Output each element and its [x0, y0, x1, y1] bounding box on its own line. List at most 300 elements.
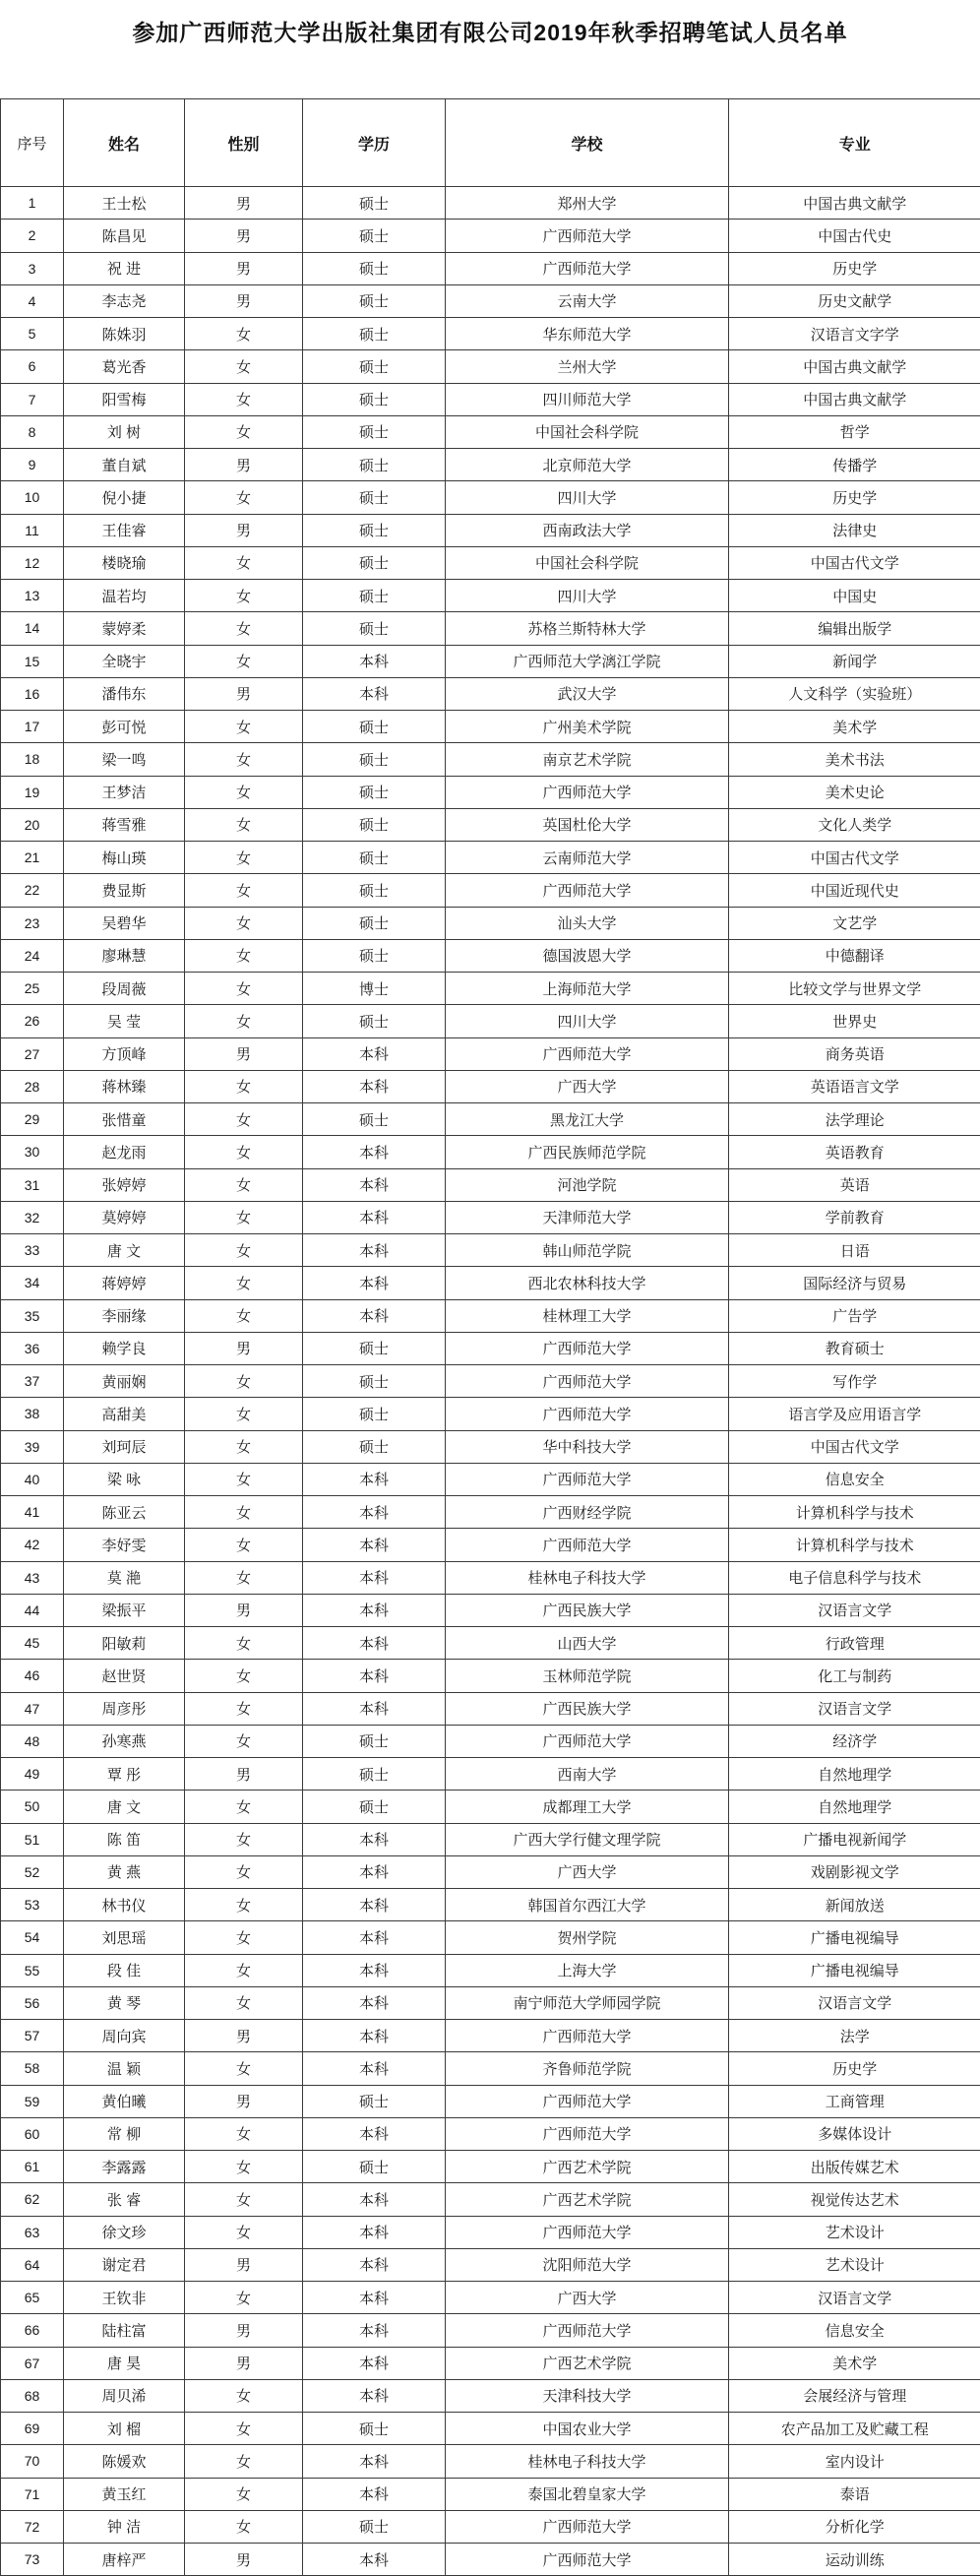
column-header-seq: 序号 [1, 99, 64, 187]
cell-degree: 硕士 [303, 514, 446, 546]
cell-gender: 男 [185, 187, 303, 220]
cell-seq: 49 [1, 1758, 64, 1791]
cell-degree: 本科 [303, 1234, 446, 1267]
cell-degree: 本科 [303, 677, 446, 710]
cell-major: 中国古代文学 [729, 1430, 980, 1463]
cell-degree: 硕士 [303, 2085, 446, 2117]
cell-school: 广西师范大学漓江学院 [446, 645, 729, 677]
cell-major: 法律史 [729, 514, 980, 546]
cell-degree: 本科 [303, 2445, 446, 2478]
cell-gender: 男 [185, 2544, 303, 2576]
cell-name: 赖学良 [64, 1332, 185, 1364]
cell-major: 视觉传达艺术 [729, 2183, 980, 2216]
cell-name: 常 柳 [64, 2117, 185, 2150]
table-row [1, 2085, 980, 2117]
cell-school: 汕头大学 [446, 907, 729, 939]
cell-school: 齐鲁师范学院 [446, 2052, 729, 2085]
cell-major: 中国古典文献学 [729, 187, 980, 220]
cell-major: 艺术设计 [729, 2248, 980, 2281]
cell-gender: 男 [185, 449, 303, 481]
cell-school: 四川大学 [446, 1005, 729, 1037]
cell-school: 德国波恩大学 [446, 939, 729, 972]
table-row [1, 1529, 980, 1561]
column-header-school: 学校 [446, 99, 729, 187]
cell-seq: 42 [1, 1529, 64, 1561]
cell-gender: 男 [185, 2248, 303, 2281]
cell-school: 广西大学 [446, 2282, 729, 2314]
column-header-degree: 学历 [303, 99, 446, 187]
cell-degree: 硕士 [303, 711, 446, 743]
roster-table [0, 98, 980, 2576]
table-row [1, 1398, 980, 1430]
cell-degree: 硕士 [303, 743, 446, 776]
cell-major: 历史文献学 [729, 284, 980, 317]
cell-degree: 本科 [303, 2478, 446, 2510]
cell-seq: 72 [1, 2510, 64, 2543]
cell-seq: 1 [1, 187, 64, 220]
cell-name: 黄 琴 [64, 1986, 185, 2019]
cell-major: 广播电视新闻学 [729, 1823, 980, 1855]
cell-major: 电子信息科学与技术 [729, 1561, 980, 1594]
cell-school: 华中科技大学 [446, 1430, 729, 1463]
cell-school: 天津科技大学 [446, 2379, 729, 2412]
table-row [1, 939, 980, 972]
table-row [1, 645, 980, 677]
cell-seq: 8 [1, 415, 64, 448]
cell-seq: 46 [1, 1660, 64, 1692]
cell-major: 人文科学（实验班） [729, 677, 980, 710]
cell-degree: 硕士 [303, 1398, 446, 1430]
cell-gender: 男 [185, 2085, 303, 2117]
cell-major: 美术学 [729, 711, 980, 743]
table-row [1, 808, 980, 841]
cell-degree: 本科 [303, 2544, 446, 2576]
cell-gender: 女 [185, 1823, 303, 1855]
cell-degree: 硕士 [303, 1332, 446, 1364]
table-row [1, 252, 980, 284]
table-row [1, 350, 980, 383]
table-row [1, 2347, 980, 2379]
cell-name: 蒋婷婷 [64, 1267, 185, 1299]
cell-school: 广西师范大学 [446, 1398, 729, 1430]
cell-seq: 18 [1, 743, 64, 776]
cell-degree: 本科 [303, 1954, 446, 1986]
cell-name: 张婷婷 [64, 1168, 185, 1201]
table-row [1, 711, 980, 743]
cell-degree: 本科 [303, 1660, 446, 1692]
cell-name: 阳雪梅 [64, 383, 185, 415]
cell-major: 哲学 [729, 415, 980, 448]
table-row [1, 220, 980, 252]
cell-degree: 本科 [303, 2379, 446, 2412]
cell-seq: 66 [1, 2314, 64, 2347]
cell-degree: 本科 [303, 2347, 446, 2379]
cell-name: 莫 滟 [64, 1561, 185, 1594]
cell-seq: 70 [1, 2445, 64, 2478]
cell-degree: 本科 [303, 1889, 446, 1921]
cell-name: 张惜童 [64, 1103, 185, 1136]
table-row [1, 546, 980, 579]
cell-degree: 硕士 [303, 612, 446, 645]
cell-name: 廖琳慧 [64, 939, 185, 972]
cell-major: 比较文学与世界文学 [729, 973, 980, 1005]
cell-school: 广西师范大学 [446, 1332, 729, 1364]
cell-seq: 13 [1, 580, 64, 612]
table-row [1, 1889, 980, 1921]
cell-degree: 硕士 [303, 2151, 446, 2183]
cell-seq: 22 [1, 874, 64, 907]
cell-major: 日语 [729, 1234, 980, 1267]
cell-degree: 本科 [303, 1529, 446, 1561]
cell-major: 运动训练 [729, 2544, 980, 2576]
cell-gender: 女 [185, 2445, 303, 2478]
table-row [1, 1627, 980, 1660]
cell-name: 覃 彤 [64, 1758, 185, 1791]
cell-seq: 55 [1, 1954, 64, 1986]
cell-name: 楼晓瑜 [64, 546, 185, 579]
table-body [1, 187, 980, 2576]
cell-degree: 本科 [303, 1201, 446, 1233]
cell-seq: 25 [1, 973, 64, 1005]
cell-major: 汉语言文学 [729, 1986, 980, 2019]
table-row [1, 284, 980, 317]
cell-degree: 本科 [303, 2216, 446, 2248]
cell-school: 广西师范大学 [446, 2544, 729, 2576]
cell-school: 广西财经学院 [446, 1496, 729, 1529]
cell-seq: 17 [1, 711, 64, 743]
cell-degree: 硕士 [303, 580, 446, 612]
cell-major: 计算机科学与技术 [729, 1529, 980, 1561]
cell-gender: 女 [185, 1267, 303, 1299]
cell-name: 周贝浠 [64, 2379, 185, 2412]
cell-gender: 女 [185, 743, 303, 776]
cell-school: 山西大学 [446, 1627, 729, 1660]
table-row [1, 2510, 980, 2543]
table-row [1, 1692, 980, 1725]
cell-degree: 本科 [303, 1627, 446, 1660]
cell-name: 蒙婷柔 [64, 612, 185, 645]
cell-major: 文化人类学 [729, 808, 980, 841]
cell-major: 中德翻译 [729, 939, 980, 972]
cell-seq: 21 [1, 842, 64, 874]
cell-seq: 60 [1, 2117, 64, 2150]
cell-school: 广西师范大学 [446, 2020, 729, 2052]
cell-gender: 女 [185, 808, 303, 841]
cell-major: 传播学 [729, 449, 980, 481]
cell-seq: 15 [1, 645, 64, 677]
cell-name: 吴 莹 [64, 1005, 185, 1037]
cell-degree: 硕士 [303, 220, 446, 252]
cell-degree: 本科 [303, 1496, 446, 1529]
cell-major: 历史学 [729, 252, 980, 284]
cell-school: 广西师范大学 [446, 2314, 729, 2347]
table-row [1, 1496, 980, 1529]
table-row [1, 1725, 980, 1757]
cell-major: 工商管理 [729, 2085, 980, 2117]
cell-name: 孙寒燕 [64, 1725, 185, 1757]
cell-degree: 本科 [303, 1463, 446, 1495]
cell-seq: 65 [1, 2282, 64, 2314]
cell-name: 谢定君 [64, 2248, 185, 2281]
cell-gender: 男 [185, 252, 303, 284]
cell-seq: 59 [1, 2085, 64, 2117]
cell-seq: 39 [1, 1430, 64, 1463]
cell-name: 温若均 [64, 580, 185, 612]
cell-name: 刘 榴 [64, 2413, 185, 2445]
cell-school: 广西大学行健文理学院 [446, 1823, 729, 1855]
cell-seq: 63 [1, 2216, 64, 2248]
cell-name: 梁振平 [64, 1594, 185, 1626]
cell-major: 室内设计 [729, 2445, 980, 2478]
cell-degree: 本科 [303, 1037, 446, 1070]
cell-seq: 52 [1, 1855, 64, 1888]
cell-major: 历史学 [729, 2052, 980, 2085]
cell-major: 编辑出版学 [729, 612, 980, 645]
header-row [1, 99, 980, 187]
cell-gender: 女 [185, 1365, 303, 1398]
cell-gender: 女 [185, 1136, 303, 1168]
cell-gender: 女 [185, 973, 303, 1005]
cell-major: 中国近现代史 [729, 874, 980, 907]
cell-gender: 女 [185, 1921, 303, 1954]
cell-gender: 女 [185, 415, 303, 448]
cell-gender: 女 [185, 612, 303, 645]
cell-gender: 女 [185, 1855, 303, 1888]
cell-school: 云南大学 [446, 284, 729, 317]
cell-degree: 硕士 [303, 546, 446, 579]
cell-seq: 45 [1, 1627, 64, 1660]
cell-school: 成都理工大学 [446, 1791, 729, 1823]
cell-seq: 2 [1, 220, 64, 252]
cell-major: 汉语言文字学 [729, 318, 980, 350]
cell-degree: 博士 [303, 973, 446, 1005]
cell-gender: 女 [185, 2510, 303, 2543]
cell-degree: 本科 [303, 645, 446, 677]
cell-seq: 40 [1, 1463, 64, 1495]
table-row [1, 1168, 980, 1201]
cell-gender: 女 [185, 318, 303, 350]
table-row [1, 1855, 980, 1888]
cell-major: 泰语 [729, 2478, 980, 2510]
table-row [1, 1758, 980, 1791]
cell-name: 葛光香 [64, 350, 185, 383]
cell-name: 陆柱富 [64, 2314, 185, 2347]
table-row [1, 874, 980, 907]
cell-gender: 女 [185, 1561, 303, 1594]
cell-name: 陈姝羽 [64, 318, 185, 350]
cell-school: 广西艺术学院 [446, 2183, 729, 2216]
cell-name: 蒋林臻 [64, 1070, 185, 1102]
cell-degree: 硕士 [303, 318, 446, 350]
cell-gender: 女 [185, 2117, 303, 2150]
cell-degree: 硕士 [303, 842, 446, 874]
cell-school: 郑州大学 [446, 187, 729, 220]
cell-seq: 24 [1, 939, 64, 972]
cell-major: 英语语言文学 [729, 1070, 980, 1102]
cell-school: 苏格兰斯特林大学 [446, 612, 729, 645]
table-row [1, 1430, 980, 1463]
table-row [1, 2282, 980, 2314]
cell-seq: 38 [1, 1398, 64, 1430]
cell-gender: 女 [185, 1168, 303, 1201]
cell-school: 广西大学 [446, 1855, 729, 1888]
cell-gender: 女 [185, 1889, 303, 1921]
cell-name: 阳敏莉 [64, 1627, 185, 1660]
cell-gender: 男 [185, 677, 303, 710]
table-row [1, 449, 980, 481]
cell-seq: 37 [1, 1365, 64, 1398]
cell-gender: 女 [185, 2052, 303, 2085]
cell-seq: 11 [1, 514, 64, 546]
table-row [1, 2216, 980, 2248]
cell-gender: 男 [185, 284, 303, 317]
cell-seq: 31 [1, 1168, 64, 1201]
table-row [1, 2314, 980, 2347]
cell-school: 广西师范大学 [446, 252, 729, 284]
cell-gender: 女 [185, 2478, 303, 2510]
cell-major: 法学 [729, 2020, 980, 2052]
cell-name: 黄丽娴 [64, 1365, 185, 1398]
cell-gender: 男 [185, 220, 303, 252]
cell-seq: 56 [1, 1986, 64, 2019]
cell-name: 温 颖 [64, 2052, 185, 2085]
cell-school: 广西艺术学院 [446, 2347, 729, 2379]
cell-major: 中国古代史 [729, 220, 980, 252]
cell-name: 潘伟东 [64, 677, 185, 710]
cell-gender: 女 [185, 1463, 303, 1495]
cell-gender: 女 [185, 2183, 303, 2216]
cell-degree: 本科 [303, 1561, 446, 1594]
cell-name: 祝 进 [64, 252, 185, 284]
cell-degree: 硕士 [303, 2510, 446, 2543]
cell-major: 写作学 [729, 1365, 980, 1398]
cell-seq: 26 [1, 1005, 64, 1037]
cell-name: 全晓宇 [64, 645, 185, 677]
table-row [1, 1070, 980, 1102]
cell-gender: 女 [185, 1725, 303, 1757]
cell-major: 美术学 [729, 2347, 980, 2379]
table-row [1, 2544, 980, 2576]
cell-name: 莫婷婷 [64, 1201, 185, 1233]
cell-degree: 本科 [303, 1823, 446, 1855]
cell-school: 四川大学 [446, 580, 729, 612]
cell-school: 西北农林科技大学 [446, 1267, 729, 1299]
cell-major: 自然地理学 [729, 1758, 980, 1791]
table-row [1, 2020, 980, 2052]
cell-school: 广西师范大学 [446, 1365, 729, 1398]
table-row [1, 677, 980, 710]
cell-gender: 男 [185, 2020, 303, 2052]
cell-school: 广西民族大学 [446, 1594, 729, 1626]
table-row [1, 743, 980, 776]
cell-name: 李妤雯 [64, 1529, 185, 1561]
cell-major: 汉语言文学 [729, 1692, 980, 1725]
cell-major: 美术史论 [729, 776, 980, 808]
cell-major: 中国古典文献学 [729, 350, 980, 383]
cell-degree: 硕士 [303, 2413, 446, 2445]
cell-degree: 硕士 [303, 939, 446, 972]
cell-name: 黄伯曦 [64, 2085, 185, 2117]
cell-major: 美术书法 [729, 743, 980, 776]
cell-school: 玉林师范学院 [446, 1660, 729, 1692]
table-row [1, 2445, 980, 2478]
cell-school: 泰国北碧皇家大学 [446, 2478, 729, 2510]
cell-name: 倪小捷 [64, 481, 185, 514]
cell-seq: 50 [1, 1791, 64, 1823]
cell-seq: 19 [1, 776, 64, 808]
cell-seq: 54 [1, 1921, 64, 1954]
cell-name: 彭可悦 [64, 711, 185, 743]
cell-degree: 硕士 [303, 415, 446, 448]
cell-gender: 女 [185, 1398, 303, 1430]
cell-name: 陈昌见 [64, 220, 185, 252]
cell-degree: 硕士 [303, 449, 446, 481]
table-row [1, 907, 980, 939]
cell-seq: 58 [1, 2052, 64, 2085]
cell-gender: 女 [185, 1954, 303, 1986]
cell-seq: 12 [1, 546, 64, 579]
cell-seq: 6 [1, 350, 64, 383]
table-row [1, 1234, 980, 1267]
cell-name: 吴碧华 [64, 907, 185, 939]
cell-school: 黑龙江大学 [446, 1103, 729, 1136]
cell-degree: 本科 [303, 2117, 446, 2150]
cell-name: 黄玉红 [64, 2478, 185, 2510]
cell-school: 南京艺术学院 [446, 743, 729, 776]
cell-name: 梁 咏 [64, 1463, 185, 1495]
cell-degree: 硕士 [303, 776, 446, 808]
cell-name: 王士松 [64, 187, 185, 220]
cell-gender: 女 [185, 2282, 303, 2314]
cell-school: 广州美术学院 [446, 711, 729, 743]
cell-major: 广播电视编导 [729, 1921, 980, 1954]
cell-seq: 35 [1, 1299, 64, 1332]
cell-school: 沈阳师范大学 [446, 2248, 729, 2281]
cell-degree: 硕士 [303, 874, 446, 907]
cell-major: 法学理论 [729, 1103, 980, 1136]
cell-seq: 14 [1, 612, 64, 645]
cell-school: 广西大学 [446, 1070, 729, 1102]
cell-seq: 48 [1, 1725, 64, 1757]
cell-seq: 57 [1, 2020, 64, 2052]
cell-school: 中国社会科学院 [446, 546, 729, 579]
cell-major: 文艺学 [729, 907, 980, 939]
cell-gender: 女 [185, 546, 303, 579]
cell-gender: 女 [185, 1201, 303, 1233]
cell-school: 上海师范大学 [446, 973, 729, 1005]
cell-major: 会展经济与管理 [729, 2379, 980, 2412]
cell-school: 广西师范大学 [446, 874, 729, 907]
cell-gender: 男 [185, 1037, 303, 1070]
cell-seq: 29 [1, 1103, 64, 1136]
table-row [1, 1332, 980, 1364]
cell-major: 经济学 [729, 1725, 980, 1757]
cell-seq: 68 [1, 2379, 64, 2412]
cell-gender: 女 [185, 1496, 303, 1529]
cell-major: 汉语言文学 [729, 2282, 980, 2314]
table-row [1, 2248, 980, 2281]
table-row [1, 2379, 980, 2412]
cell-gender: 女 [185, 1299, 303, 1332]
table-row [1, 1823, 980, 1855]
cell-name: 费显斯 [64, 874, 185, 907]
cell-major: 中国史 [729, 580, 980, 612]
cell-seq: 47 [1, 1692, 64, 1725]
table-row [1, 1005, 980, 1037]
cell-school: 广西师范大学 [446, 220, 729, 252]
cell-seq: 34 [1, 1267, 64, 1299]
cell-major: 多媒体设计 [729, 2117, 980, 2150]
